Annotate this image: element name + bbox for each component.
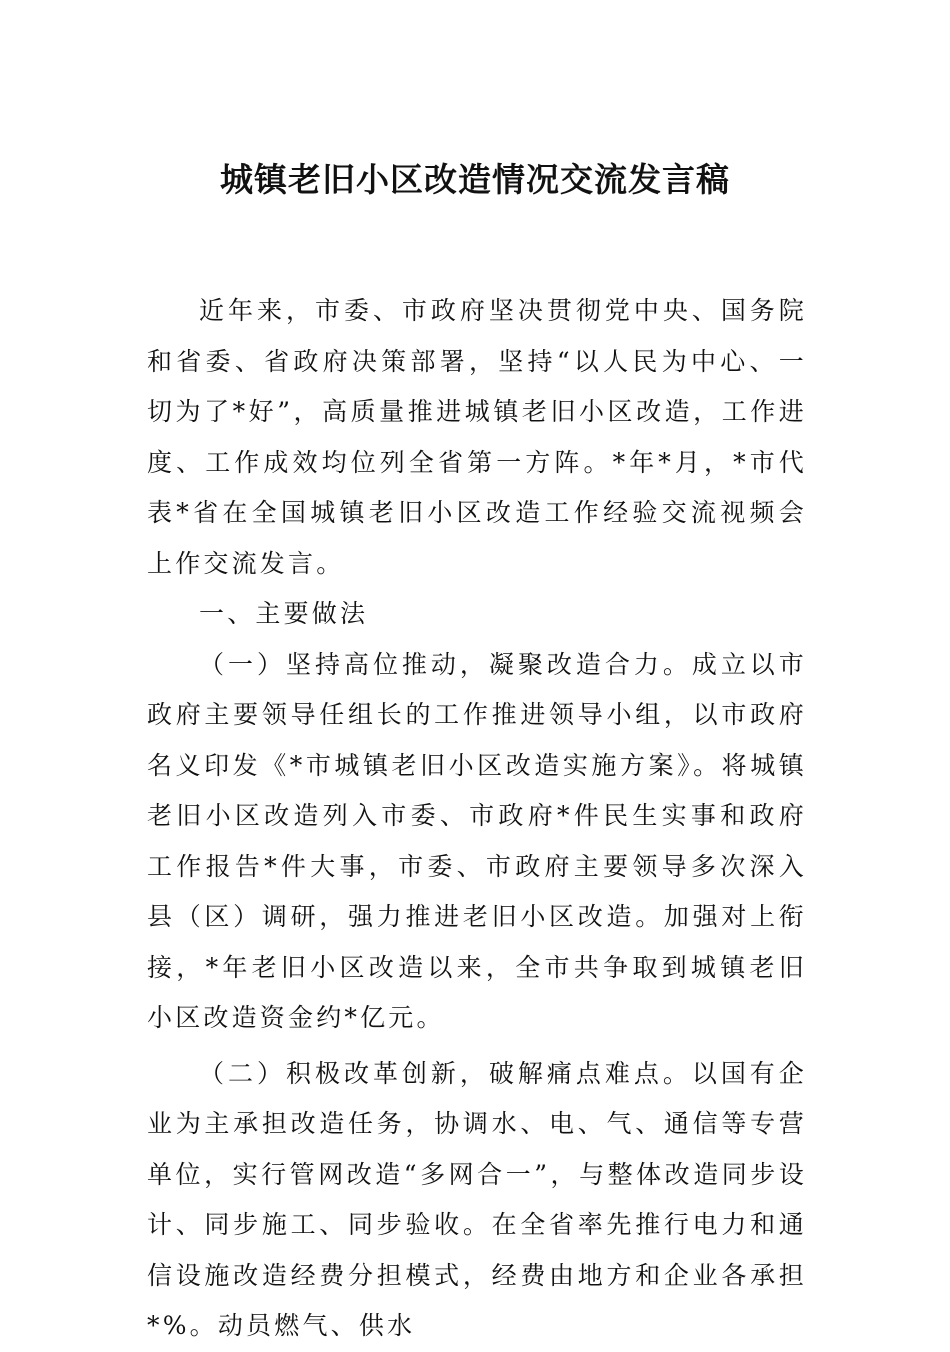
paragraph-point-1: （一）坚持高位推动，凝聚改造合力。成立以市政府主要领导任组长的工作推进领导小组，以市政府名义印发《*市城镇老旧小区改造实施方案》。将城镇老旧小区改造列入市委、市政府*件民生实事和政府工作报告*件大事，市委、市政府主要领导多次深入县（区）调研，强力推进老旧小区改造。加强对上衔接，*年老旧小区改造以来，全市共争取到城镇老旧小区改造资金约*亿元。: [147, 649, 807, 1032]
section-heading-main-practices: 一、主要做法: [199, 599, 369, 628]
paragraph-point-2: （二）积极改革创新，破解痛点难点。以国有企业为主承担改造任务，协调水、电、气、通信等专营单位，实行管网改造“多网合一”，与整体改造同步设计、同步施工、同步验收。在全省率先推行电力和通信设施改造经费分担模式，经费由地方和企业各承担*%。动员燃气、供水: [147, 1058, 807, 1340]
document-body: [147, 286, 807, 1352]
paragraph-intro: 近年来，市委、市政府坚决贯彻党中央、国务院和省委、省政府决策部署，坚持“以人民为中心、一切为了*好”，高质量推进城镇老旧小区改造，工作进度、工作成效均位列全省第一方阵。*年*月，*市代表*省在全国城镇老旧小区改造工作经验交流视频会上作交流发言。: [147, 296, 807, 578]
document-title: 城镇老旧小区改造情况交流发言稿: [220, 160, 730, 199]
